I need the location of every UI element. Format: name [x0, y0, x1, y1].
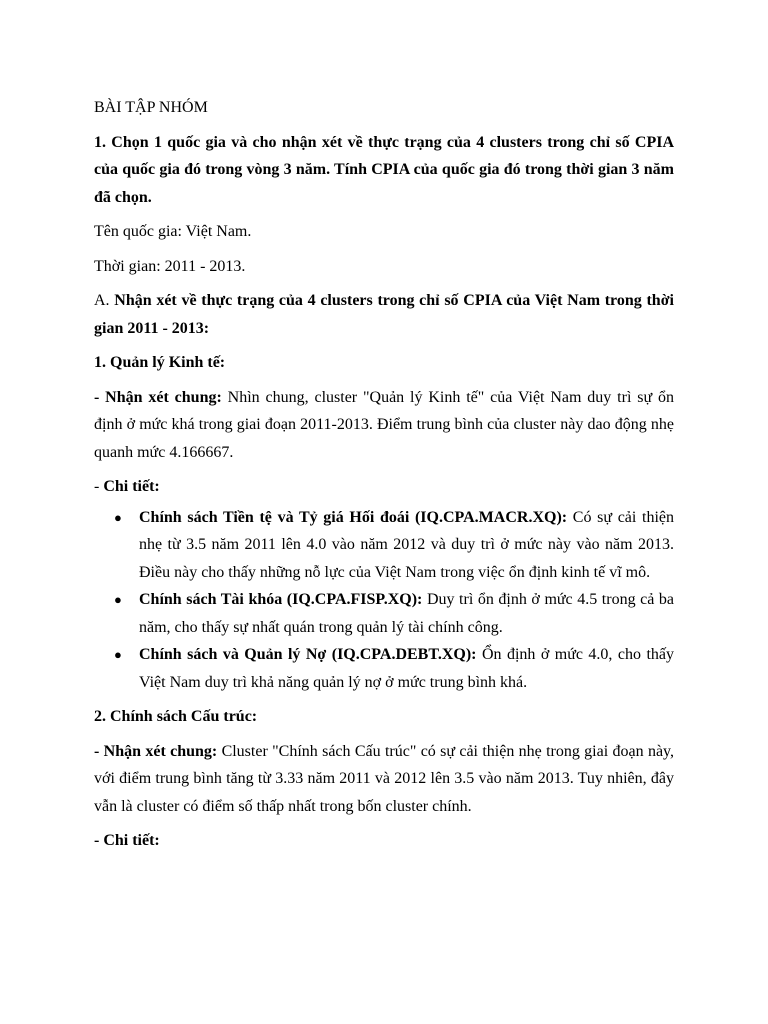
bullet-dot-icon: ●	[114, 647, 122, 662]
bullet-text: Ổn định ở mức 4.0, cho thấy Việt Nam duy trì khả năng quản lý nợ ở mức trung bình khá.	[139, 646, 674, 691]
cluster2-overview-label: - Nhận xét chung:	[94, 742, 218, 760]
bullet-item-fiscal-policy	[94, 586, 674, 641]
cluster1-detail-label: Chi tiết:	[103, 478, 160, 495]
cluster1-overview	[94, 384, 674, 467]
cluster1-bullet-list	[94, 504, 674, 697]
cluster2-heading	[94, 703, 674, 731]
bullet-item-debt-policy	[94, 641, 674, 696]
bullet-label: Chính sách và Quản lý Nợ (IQ.CPA.DEBT.XQ):	[139, 646, 477, 663]
bullet-item-monetary-policy	[94, 504, 674, 587]
country-line: Tên quốc gia: Việt Nam.	[94, 223, 252, 240]
section-a-heading	[94, 287, 674, 342]
cluster2-heading-text: 2. Chính sách Cấu trúc:	[94, 708, 258, 725]
document-page	[94, 94, 674, 862]
bullet-label: Chính sách Tiền tệ và Tỷ giá Hối đoái (IQ.CPA.MACR.XQ):	[139, 508, 568, 526]
cluster1-detail-prefix: -	[94, 478, 104, 495]
cluster1-heading-text: 1. Quản lý Kinh tế:	[94, 354, 226, 371]
cluster2-detail-label: - Chi tiết:	[94, 832, 160, 849]
cluster1-overview-label: - Nhận xét chung:	[94, 388, 222, 406]
bullet-label: Chính sách Tài khóa (IQ.CPA.FISP.XQ):	[139, 591, 423, 608]
bullet-dot-icon: ●	[114, 509, 122, 525]
assignment-question-text: 1. Chọn 1 quốc gia và cho nhận xét về thực trạng của 4 clusters trong chỉ số CPIA của quốc gia đó trong vòng 3 năm. Tính CPIA của quốc gia đó trong thời gian 3 năm đã chọn.	[94, 133, 674, 206]
cluster2-overview	[94, 738, 674, 821]
cluster1-overview-text: Nhìn chung, cluster "Quản lý Kinh tế" của Việt Nam duy trì sự ổn định ở mức khá trong giai đoạn 2011-2013. Điểm trung bình của cluster này dao động nhẹ quanh mức 4.166667.	[94, 388, 674, 461]
cluster2-overview-text: Cluster "Chính sách Cấu trúc" có sự cải thiện nhẹ trong giai đoạn này, với điểm trung bình tăng từ 3.33 năm 2011 và 2012 lên 3.5 vào năm 2013. Tuy nhiên, đây vẫn là cluster có điểm số thấp nhất trong bốn cluster chính.	[94, 742, 675, 815]
assignment-question	[94, 129, 674, 212]
bullet-text: Có sự cải thiện nhẹ từ 3.5 năm 2011 lên 4.0 vào năm 2012 và duy trì ở mức này vào năm 2013. Điều này cho thấy những nỗ lực của Việt Nam trong việc ổn định kinh tế vĩ mô.	[139, 508, 674, 581]
cluster1-heading	[94, 349, 674, 377]
section-a-title: Nhận xét về thực trạng của 4 clusters trong chỉ số CPIA của Việt Nam trong thời gian 2011 - 2013:	[94, 292, 674, 337]
bullet-text: Duy trì ổn định ở mức 4.5 trong cả ba năm, cho thấy sự nhất quán trong quản lý tài chính công.	[139, 591, 674, 636]
document-title: BÀI TẬP NHÓM	[94, 99, 208, 116]
cluster1-detail-heading	[94, 473, 674, 501]
bullet-dot-icon: ●	[114, 592, 122, 607]
section-a-prefix: A.	[94, 292, 115, 309]
cluster2-detail-heading	[94, 827, 674, 855]
period-line: Thời gian: 2011 - 2013.	[94, 257, 246, 275]
